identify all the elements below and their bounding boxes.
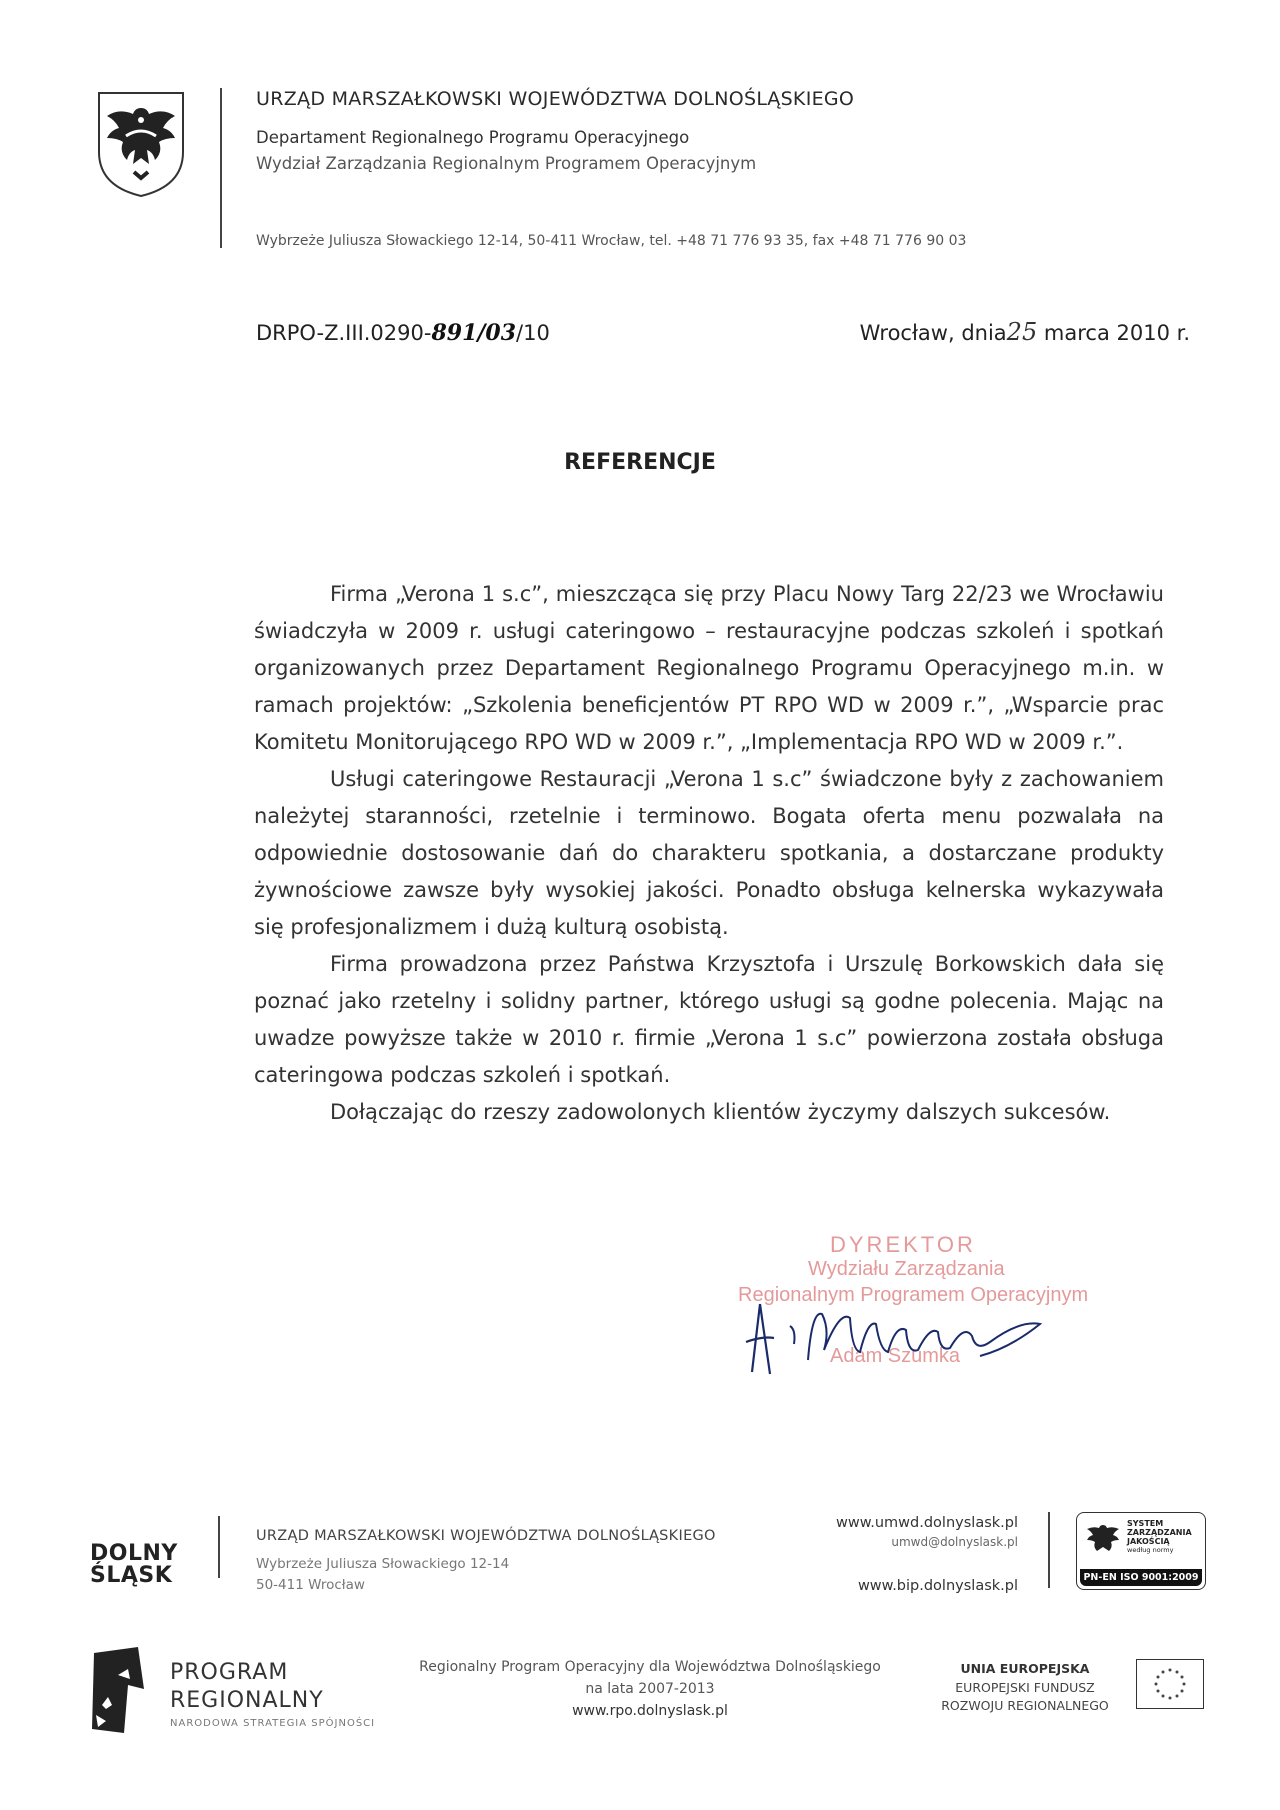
iso-certificate-badge <box>1076 1512 1206 1590</box>
reference-suffix: /10 <box>516 321 550 345</box>
handwritten-signature <box>740 1290 1060 1380</box>
footer-address-city: 50-411 Wrocław <box>256 1577 365 1593</box>
header-division: Wydział Zarządzania Regionalnym Programem Operacyjnym <box>256 154 757 173</box>
rpo-description: Regionalny Program Operacyjny dla Województwa Dolnośląskiego <box>419 1659 881 1675</box>
stamp-title: DYREKTOR <box>830 1232 976 1257</box>
rpo-website-link[interactable]: www.rpo.dolnyslask.pl <box>572 1703 728 1719</box>
brand-line-2: ŚLĄSK <box>90 1563 173 1588</box>
iso-line-4: według normy <box>1127 1546 1174 1554</box>
eu-fund: EUROPEJSKI FUNDUSZ <box>955 1680 1095 1695</box>
letter-body <box>254 576 1164 1131</box>
footer-institution: URZĄD MARSZAŁKOWSKI WOJEWÓDZTWA DOLNOŚLĄSKIEGO <box>256 1528 716 1544</box>
reference-prefix: DRPO-Z.III.0290- <box>256 321 432 345</box>
program-subtitle: NARODOWA STRATEGIA SPÓJNOŚCI <box>170 1718 376 1729</box>
iso-standard: PN-EN ISO 9001:2009 <box>1080 1569 1202 1586</box>
dolny-slask-logo <box>90 1543 178 1587</box>
program-title-1: PROGRAM <box>170 1660 289 1685</box>
date-prefix: Wrocław, dnia <box>859 321 1007 345</box>
program-title-2: REGIONALNY <box>170 1688 324 1713</box>
header-institution: URZĄD MARSZAŁKOWSKI WOJEWÓDZTWA DOLNOŚLĄSKIEGO <box>256 88 855 110</box>
footer-address-street: Wybrzeże Juliusza Słowackiego 12-14 <box>256 1556 510 1572</box>
reference-handwritten: 891/03 <box>431 320 517 346</box>
coat-of-arms-icon <box>96 90 186 198</box>
stamp-program: Regionalnym Programem Operacyjnym <box>738 1284 1089 1306</box>
eagle-icon <box>1085 1521 1121 1555</box>
stamp-name: Adam Szumka <box>830 1345 961 1367</box>
iso-line-1: SYSTEM <box>1127 1519 1164 1528</box>
date-suffix: marca 2010 r. <box>1043 321 1190 345</box>
header-address: Wybrzeże Juliusza Słowackiego 12-14, 50-411 Wrocław, tel. +48 71 776 93 35, fax +48 71 776 90 03 <box>256 233 967 249</box>
brand-line-1: DOLNY <box>90 1541 178 1566</box>
rpo-period: na lata 2007-2013 <box>585 1681 715 1697</box>
document-title: REFERENCJE <box>564 450 716 475</box>
program-regionalny-logo-icon <box>88 1645 150 1735</box>
eu-flag-icon <box>1136 1659 1204 1709</box>
paragraph: Firma prowadzona przez Państwa Krzysztofa i Urszulę Borkowskich dała się poznać jako rzetelny i solidny partner, którego usługi są godne polecenia. Mając na uwadze powyższe także w 2010 r. firmie „Verona 1 s.c” powierzona została obsługa cateringowa podczas szkoleń i spotkań. <box>254 952 1164 1087</box>
footer-email-link[interactable]: umwd@dolnyslask.pl <box>891 1535 1018 1549</box>
reference-number <box>256 320 550 346</box>
eu-title: UNIA EUROPEJSKA <box>960 1661 1090 1676</box>
footer-bip-link[interactable]: www.bip.dolnyslask.pl <box>857 1578 1018 1594</box>
letter-date <box>860 318 1190 346</box>
footer-website-link[interactable]: www.umwd.dolnyslask.pl <box>836 1515 1018 1531</box>
paragraph: Dołączając do rzeszy zadowolonych klientów życzymy dalszych sukcesów. <box>330 1100 1111 1124</box>
stamp-division: Wydziału Zarządzania <box>808 1258 1005 1280</box>
date-handwritten-day: 25 <box>1006 318 1038 346</box>
paragraph: Usługi cateringowe Restauracji „Verona 1 s.c” świadczone były z zachowaniem należytej staranności, rzetelnie i terminowo. Bogata oferta menu pozwalała na odpowiednie dostosowanie dań do charakteru spotkania, a dostarczane produkty żywnościowe zawsze były wysokiej jakości. Ponadto obsługa kelnerska wykazywała się profesjonalizmem i dużą kulturą osobistą. <box>254 767 1164 939</box>
paragraph: Firma „Verona 1 s.c”, mieszcząca się przy Placu Nowy Targ 22/23 we Wrocławiu świadczyła w 2009 r. usługi cateringowo – restauracyjne podczas szkoleń i spotkań organizowanych przez Departament Regionalnego Programu Operacyjnego m.in. w ramach projektów: „Szkolenia beneficjentów PT RPO WD w 2009 r.”, „Wsparcie prac Komitetu Monitorującego RPO WD w 2009 r.”, „Implementacja RPO WD w 2009 r.”. <box>254 582 1164 754</box>
iso-line-2: ZARZĄDZANIA <box>1127 1528 1192 1537</box>
header-divider <box>220 88 222 248</box>
footer-divider <box>218 1516 220 1578</box>
eu-fund-2: ROZWOJU REGIONALNEGO <box>941 1698 1109 1713</box>
footer-divider-right <box>1048 1512 1050 1588</box>
header-department: Departament Regionalnego Programu Operacyjnego <box>256 128 690 147</box>
iso-line-3: JAKOŚCIĄ <box>1127 1537 1170 1546</box>
